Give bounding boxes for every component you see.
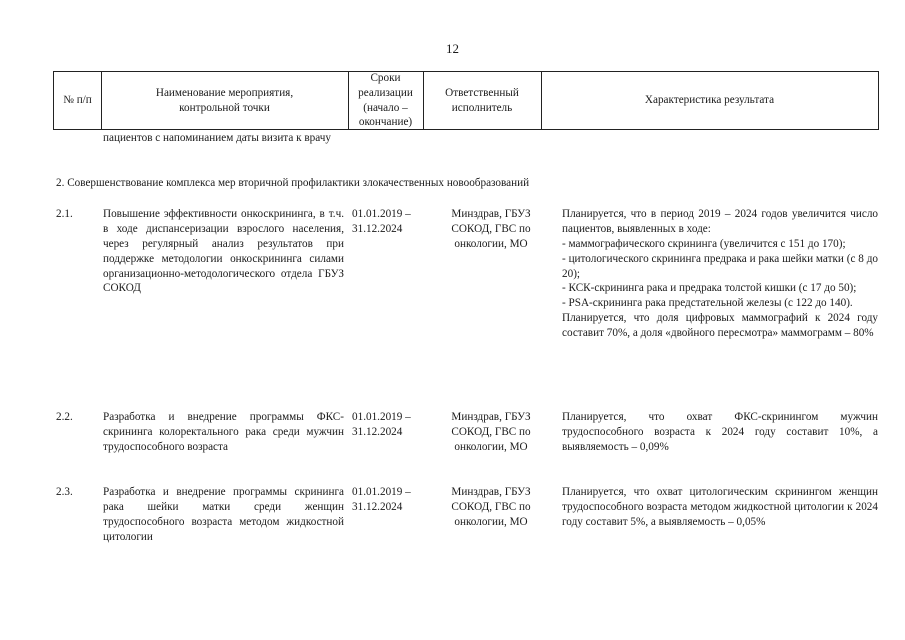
result-intro: Планируется, что в период 2019 – 2024 годов увеличится число пациентов, выявленных в ходе: [562, 208, 878, 235]
header-col-resp [423, 72, 541, 129]
date-start: 01.01.2019 – [352, 411, 411, 423]
row-name: Разработка и внедрение программы скрининга рака шейки матки среди женщин трудоспособного возраста методом жидкостной цитологии [103, 486, 344, 543]
date-start: 01.01.2019 – [352, 208, 411, 220]
date-end: 31.12.2024 [352, 222, 403, 235]
row-name: Повышение эффективности онкоскрининга, в т.ч. в ходе диспансеризации взрослого населения, через регулярный анализ результатов при поддержке методологии онкоскрининга силами организационно-методологического отдела ГБУЗ СОКОД [103, 208, 344, 295]
row-dates [352, 410, 432, 440]
header-char-label: Характеристика результата [644, 94, 775, 107]
date-end: 31.12.2024 [352, 425, 403, 438]
row-name: Разработка и внедрение программы ФКС-скрининга колоректального рака среди мужчин трудоспособного возраста [103, 411, 344, 453]
row-result [562, 207, 878, 341]
date-start: 01.01.2019 – [352, 486, 411, 498]
row-number: 2.1. [56, 208, 73, 220]
header-dates-line1: Сроки [370, 71, 401, 84]
header-dates-line4: окончание) [358, 116, 413, 129]
section-title: 2. Совершенствование комплекса мер вторичной профилактики злокачественных новообразований [56, 177, 530, 189]
row-responsible: Минздрав, ГБУЗ СОКОД, ГВС по онкологии, МО [451, 411, 531, 453]
row-responsible: Минздрав, ГБУЗ СОКОД, ГВС по онкологии, МО [451, 208, 531, 250]
result-item: - маммографического скрининга (увеличится с 151 до 170); [562, 237, 846, 250]
row-number: 2.3. [56, 486, 73, 498]
result-item: - цитологического скрининга предрака и рака шейки матки (с 8 до 20); [562, 252, 878, 280]
result-item: - КСК-скрининга рака и предрака толстой кишки (с 17 до 50); [562, 282, 857, 295]
header-name-line2: контрольной точки [179, 101, 270, 114]
header-dates-line2: реализации [358, 86, 413, 99]
date-end: 31.12.2024 [352, 500, 403, 513]
row-result: Планируется, что охват ФКС-скринингом мужчин трудоспособного возраста к 2024 году составит 10%, а выявляемость – 0,09% [562, 411, 878, 453]
row-number: 2.2. [56, 411, 73, 423]
row-dates [352, 207, 432, 237]
header-name-line1: Наименование мероприятия, [155, 86, 294, 99]
page-number: 12 [446, 41, 459, 56]
header-num-label: № п/п [63, 94, 92, 107]
header-col-char [541, 72, 878, 129]
header-col-num [54, 72, 101, 129]
row-dates [352, 485, 432, 515]
header-resp-line2: исполнитель [451, 101, 513, 114]
row-responsible: Минздрав, ГБУЗ СОКОД, ГВС по онкологии, МО [451, 486, 531, 528]
header-col-name [101, 72, 348, 129]
header-col-dates [348, 72, 423, 129]
header-resp-line1: Ответственный [445, 86, 519, 99]
result-item: - PSA-скрининга рака предстательной железы (с 122 до 140). [562, 297, 853, 310]
continuation-text: пациентов с напоминанием даты визита к врачу [103, 132, 331, 144]
header-dates-line3: (начало – [363, 101, 408, 114]
row-result: Планируется, что охват цитологическим скринингом женщин трудоспособного возраста методом жидкостной цитологии к 2024 году составит 5%, а выявляемость – 0,05% [562, 486, 878, 528]
result-outro: Планируется, что доля цифровых маммографий к 2024 году составит 70%, а доля «двойного пересмотра» маммограмм – 80% [562, 312, 878, 340]
table-header [53, 71, 879, 130]
